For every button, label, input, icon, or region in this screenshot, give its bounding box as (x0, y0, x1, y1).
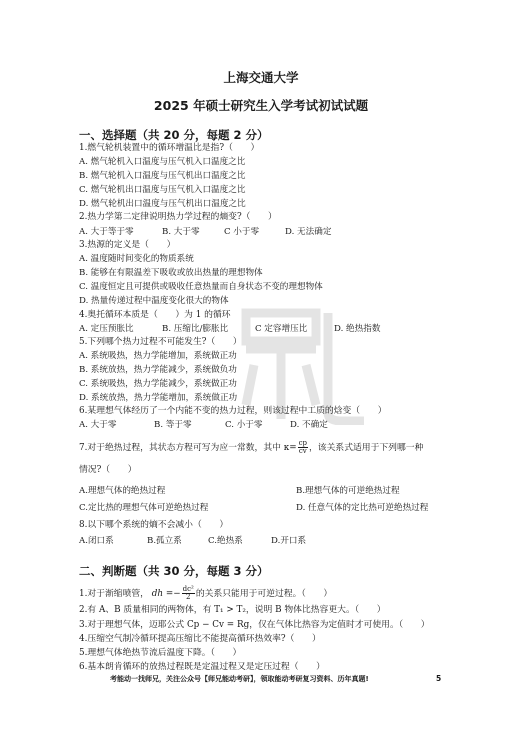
question-stem: 2.热力学第二定律说明热力学过程的熵变?（ ） (79, 212, 277, 222)
question-stem: 7.对于绝热过程，其状态方程可写为应一常数，其中 κ= $\frac{cp}{cv}$ ，该关系式适用于下列哪一种 (79, 439, 424, 455)
judgement-item: 3.对于理想气体，迈耶公式 Cp − Cv = Rg，仅在气体比热容为定值时才可使用。（ ） (79, 620, 430, 630)
option: A. 定压预胀比 (79, 324, 134, 334)
page-number: 5 (436, 674, 442, 683)
option: A.闭口系 (79, 536, 114, 546)
option: B. 系统放热，热力学能减少，系统做负功 (79, 365, 237, 375)
option: A. 燃气轮机入口温度与压气机入口温度之比 (79, 157, 246, 167)
exam-title: 2025 年硕士研究生入学考试初试试题 (153, 98, 369, 113)
option: D. 系统放热，热力学能增加，系统做正功 (79, 393, 238, 403)
option: C. 温度恒定且可提供或吸收任意热量而自身状态不变的理想物体 (79, 282, 323, 292)
option: A. 温度随时间变化的物质系统 (79, 254, 194, 264)
kappa-fraction: $\frac{cp}{cv}$ (298, 439, 307, 455)
school-name: 上海交通大学 (223, 70, 299, 85)
option: A. 大于等于零 (79, 227, 134, 237)
judgement-item: 5.理想气体绝热节流后温度下降。（ ） (79, 648, 242, 658)
nozzle-fraction: $\frac{\text{dc²}}{2}$ (182, 585, 194, 601)
option: A. 大于零 (79, 420, 117, 430)
question-stem-continued: 情况?（ ） (79, 465, 137, 475)
option: B. 燃气轮机入口温度与压气机出口温度之比 (79, 171, 246, 181)
section-heading-choice: 一、选择题（共 20 分，每题 2 分） (79, 128, 269, 142)
question-stem: 6.某理想气体经历了一个内能不变的热力过程，则该过程中工质的焓变（ ） (79, 406, 387, 416)
option: C 小于零 (224, 227, 260, 237)
judgement-item: 2.有 A、B 质量相同的两物体，有 T₁ > T₂，说明 B 物体比热容更大。（ ） (79, 605, 386, 615)
option: A.理想气体的绝热过程 (79, 486, 166, 496)
option: D. 无法确定 (285, 227, 332, 237)
option: D. 燃气轮机出口温度与压气机出口温度之比 (79, 199, 246, 209)
option: B.孤立系 (147, 536, 182, 546)
question-stem: 3.热源的定义是（ ） (79, 240, 176, 250)
option: D. 绝热指数 (334, 324, 381, 334)
judgement-item: 4.压缩空气制冷循环提高压缩比不能提高循环热效率?（ ） (79, 634, 321, 644)
question-stem: 1.燃气轮机装置中的循环增温比是指?（ ） (79, 143, 260, 153)
question-stem: 8.以下哪个系统的熵不会减小（ ） (79, 520, 229, 530)
option: B.理想气体的可逆绝热过程 (296, 486, 400, 496)
question-stem: 5.下列哪个热力过程不可能发生?（ ） (79, 337, 242, 347)
option: B. 能够在有限温差下吸收或放出热量的理想物体 (79, 268, 263, 278)
footer-note: 考能动一找师兄，关注公众号【师兄能动考研】，领取能动考研复习资料、历年真题! (110, 675, 369, 683)
option: B. 压缩比/膨胀比 (162, 324, 229, 334)
option: D. 不确定 (290, 420, 328, 430)
section-heading-judgement: 二、判断题（共 30 分，每题 3 分） (79, 564, 269, 578)
option: C.绝热系 (208, 536, 243, 546)
option: D. 任意气体的定比热可逆绝热过程 (296, 503, 429, 513)
option: D. 热量传递过程中温度变化很大的物体 (79, 296, 229, 306)
question-stem: 4.奥托循环本质是（ ）为 1 的循环 (79, 310, 231, 320)
option: A. 系统吸热，热力学能增加，系统做正功 (79, 351, 237, 361)
option: C 定容增压比 (255, 324, 308, 334)
option: D.开口系 (271, 536, 307, 546)
option: B. 大于零 (162, 227, 200, 237)
option: C.定比热的理想气体可逆绝热过程 (79, 503, 209, 513)
option: C. 燃气轮机出口温度与压气机入口温度之比 (79, 185, 246, 195)
option: C. 小于零 (225, 420, 263, 430)
option: C. 系统吸热，热力学能减少，系统做正功 (79, 379, 237, 389)
option: B. 等于零 (154, 420, 192, 430)
judgement-item: 1.对于渐缩喷管， dh =− $\frac{\text{dc²}}{2}$ 的关系只能用于可逆过程。（ ） (79, 585, 333, 601)
judgement-item: 6.基本朗肯循环的放热过程既是定温过程又是定压过程（ ） (79, 662, 325, 672)
